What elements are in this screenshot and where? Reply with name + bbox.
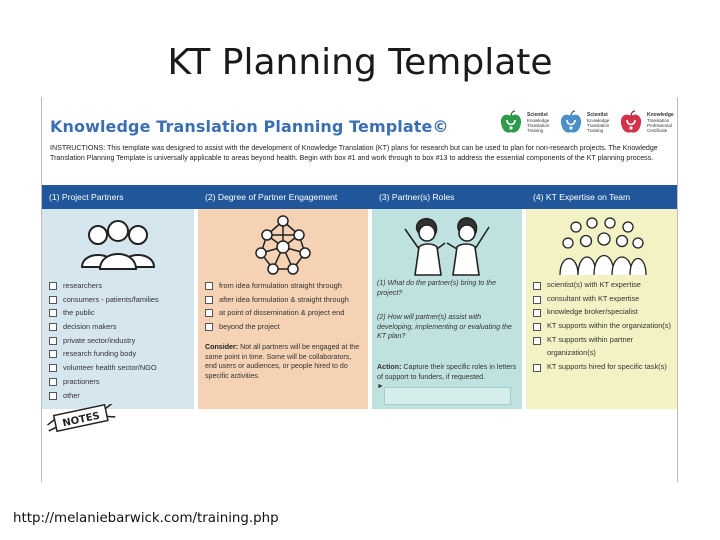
logo-text: Scientist	[587, 112, 608, 118]
checkbox[interactable]	[205, 282, 213, 290]
logo-strip	[497, 109, 674, 137]
column-kt-expertise	[526, 185, 677, 409]
checkbox-item[interactable]	[205, 322, 349, 336]
checkbox-label: KT supports within partner organization(s)	[547, 334, 634, 358]
question-two: (2) How will partner(s) assist with developing, implementing or evaluating the KT plan?	[377, 313, 512, 341]
checkbox[interactable]	[49, 392, 57, 400]
checkbox[interactable]	[49, 282, 57, 290]
checkbox[interactable]	[533, 364, 541, 372]
logo-scientist-green	[497, 109, 551, 137]
checkbox-label: consumers - patients/families	[63, 294, 159, 304]
checkbox-label: other	[63, 390, 80, 400]
checkbox-item[interactable]	[49, 363, 159, 377]
checkbox-label: at point of dissemination & project end	[219, 308, 345, 318]
logo-text: Training	[527, 128, 544, 133]
logo-text: Scientist	[527, 112, 548, 118]
crowd-of-people-icon	[526, 213, 677, 277]
two-people-cheering-icon	[372, 213, 522, 277]
checkbox-label: researchers	[63, 281, 103, 290]
checkbox[interactable]	[205, 296, 213, 304]
checkbox[interactable]	[533, 337, 541, 345]
notes-stamp	[45, 404, 117, 439]
checkbox[interactable]	[49, 350, 57, 358]
checkbox[interactable]	[533, 296, 541, 304]
checkbox-label: consultant with KT expertise	[547, 293, 640, 303]
logo-professional-certificate	[617, 109, 674, 137]
checkbox[interactable]	[205, 309, 213, 317]
people-group-icon	[42, 213, 194, 277]
checkbox[interactable]	[533, 309, 541, 317]
column-body	[42, 209, 194, 430]
checkbox[interactable]	[533, 323, 541, 331]
checkbox-label: volunteer health sector/NGO	[63, 363, 157, 373]
apple-stethoscope-icon	[617, 109, 645, 137]
expertise-checklist	[533, 281, 677, 391]
apple-stethoscope-icon	[497, 109, 525, 137]
checkbox-label: the public	[63, 308, 95, 318]
checkbox-item[interactable]	[533, 363, 677, 390]
template-document	[41, 97, 678, 482]
checkbox-item[interactable]	[49, 308, 159, 322]
column-partner-roles	[372, 185, 522, 409]
column-body	[198, 209, 368, 409]
checkbox-item[interactable]	[533, 336, 677, 363]
checkbox[interactable]	[205, 323, 213, 331]
source-url: http://melaniebarwick.com/training.php	[13, 511, 279, 526]
logo-scientist-blue	[557, 109, 611, 137]
checkbox[interactable]	[49, 323, 57, 331]
slide-title: KT Planning Template	[167, 42, 553, 83]
logo-text: Knowledge Translation	[587, 118, 610, 128]
checkbox[interactable]	[49, 378, 57, 386]
checkbox-item[interactable]	[49, 336, 159, 350]
notes-label: NOTES	[61, 410, 101, 430]
checkbox-item[interactable]	[205, 308, 349, 322]
checkbox-item[interactable]	[49, 295, 159, 309]
engagement-checklist	[205, 281, 349, 336]
apple-stethoscope-icon	[557, 109, 585, 137]
checkbox-label: decision makers	[63, 322, 117, 332]
checkbox[interactable]	[49, 309, 57, 317]
checkbox-label: research funding body	[63, 349, 137, 359]
action-text: Capture their specific roles in letters of support to funders, if requested.	[377, 363, 517, 381]
consider-note	[205, 343, 365, 381]
checkbox-label: KT supports within the organization(s)	[547, 321, 671, 331]
checkbox-label: from idea formulation straight through	[219, 281, 342, 290]
checkbox-item[interactable]	[49, 281, 159, 295]
checkbox-label: practioners	[63, 376, 100, 386]
action-label: Action:	[377, 363, 402, 371]
column-body	[372, 209, 522, 409]
checkbox-item[interactable]	[49, 349, 159, 363]
logo-text: Knowledge Translation	[527, 118, 550, 128]
partner-checklist	[49, 281, 159, 404]
checkbox-item[interactable]	[49, 322, 159, 336]
logo-text: Training	[587, 128, 604, 133]
logo-text: Knowledge	[647, 112, 674, 118]
checkbox-item[interactable]	[49, 391, 159, 405]
consider-label: Consider:	[205, 343, 239, 351]
column-header: (2) Degree of Partner Engagement	[205, 192, 338, 202]
checkbox-label: private sector/industry	[63, 335, 136, 345]
column-project-partners	[42, 185, 194, 430]
checkbox-label: knowledge broker/specialist	[547, 307, 638, 317]
checkbox[interactable]	[49, 337, 57, 345]
checkbox-item[interactable]	[205, 281, 349, 295]
document-title: Knowledge Translation Planning Template©	[50, 117, 449, 136]
column-header: (3) Partner(s) Roles	[379, 192, 455, 202]
template-columns	[42, 185, 677, 482]
checkbox-label: KT supports hired for specific task(s)	[547, 362, 667, 372]
checkbox-item[interactable]	[49, 377, 159, 391]
checkbox[interactable]	[49, 296, 57, 304]
consider-text: Not all partners will be engaged at the same point in time. Some will be collaborators, end users or audiences, or people hired to do specific activities.	[205, 343, 360, 380]
logo-text: Translation	[647, 118, 670, 123]
column-degree-of-engagement	[198, 185, 368, 409]
column-body	[526, 209, 677, 409]
logo-text: Professional Certificate	[647, 123, 672, 133]
network-nodes-icon	[198, 213, 368, 277]
checkbox-item[interactable]	[205, 295, 349, 309]
checkbox[interactable]	[49, 364, 57, 372]
checkbox-label: scientist(s) with KT expertise	[547, 280, 641, 289]
checkbox[interactable]	[533, 282, 541, 290]
instructions-text: INSTRUCTIONS: This template was designed to assist with the development of Knowledge Translation (KT) plans for research but can be used to plan for non-research projects. The Knowledge Translation Planning Template is universally applicable to areas beyond health. Begin with box #1 and work through to box #13 to address the essential components of the KT planning process.	[50, 144, 658, 162]
checkbox-label: beyond the project	[219, 322, 280, 332]
checkbox-label: after idea formulation & straight through	[219, 294, 349, 304]
column-header: (1) Project Partners	[49, 192, 124, 202]
notes-icon	[45, 404, 117, 434]
column-header: (4) KT Expertise on Team	[533, 192, 631, 202]
action-input-box[interactable]	[384, 387, 511, 405]
arrow-icon: ►	[377, 382, 385, 391]
question-one: (1) What do the partner(s) bring to the project?	[377, 279, 497, 297]
